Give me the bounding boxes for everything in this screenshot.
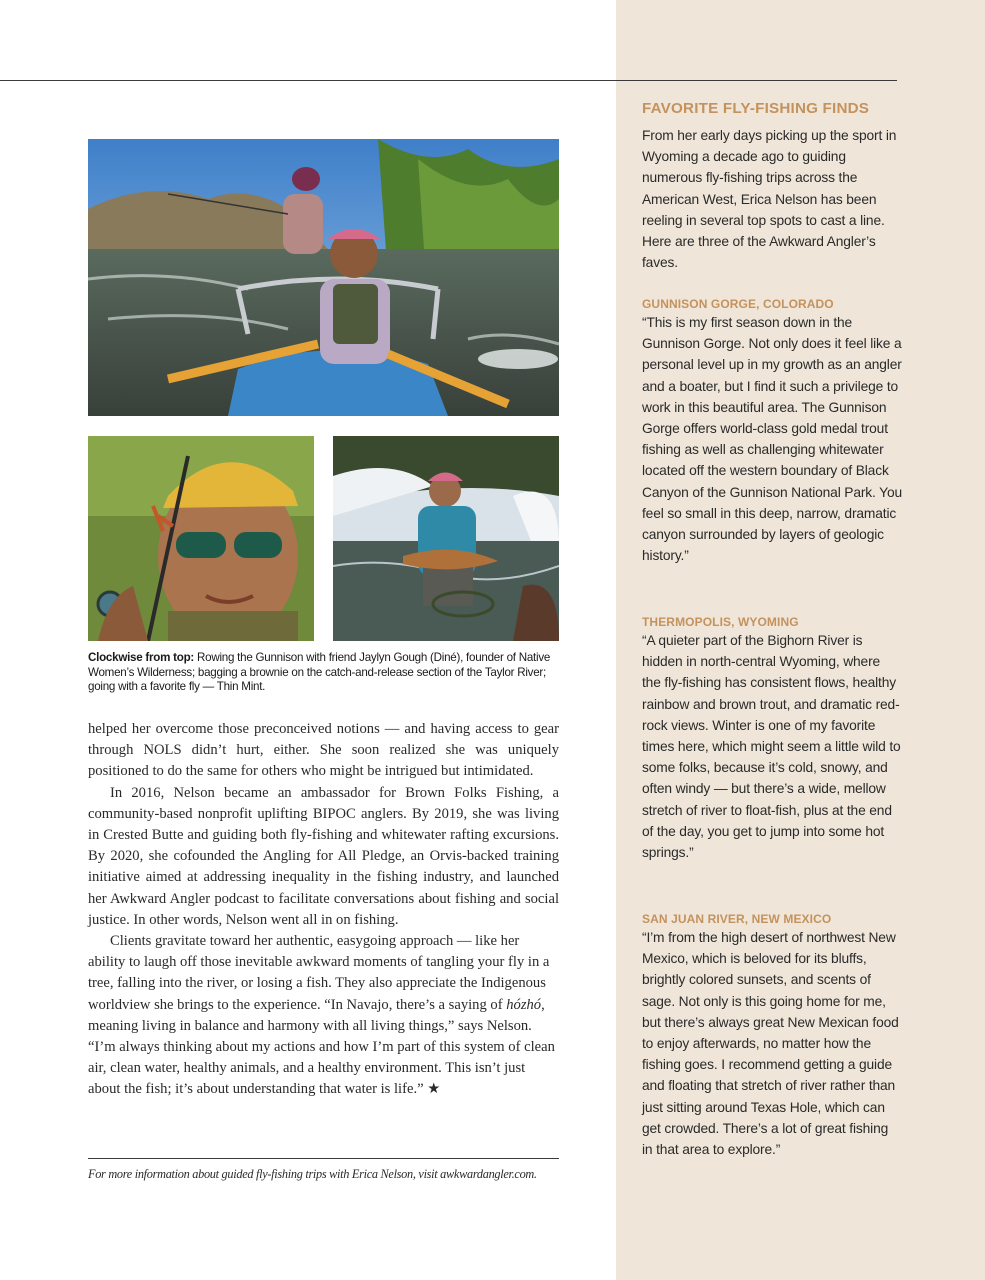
article-paragraph-3-part-a: Clients gravitate toward her authentic, easygoing approach — like her ability to laugh off those inevitable awkward moments of tangling your fly in a tree, falling into the river, or losing a fish. They also appreciate the Indigenous worldview she brings to the experience. “In Navajo, there’s a saying of <box>88 933 550 1013</box>
spot-san-juan <box>642 911 902 1160</box>
article-paragraph-1: helped her overcome those preconceived notions — and having access to gear through NOLS didn’t hurt, either. She soon realized she was uniquely positioned to do the same for others who might be intrigued but intimidated. <box>88 721 559 780</box>
sidebar-intro: From her early days picking up the sport in Wyoming a decade ago to guiding numerous fly-fishing trips across the American West, Erica Nelson has been reeling in several top spots to cast a line. Here are three of the Awkward Angler’s faves. <box>642 128 897 271</box>
caption-text: Rowing the Gunnison with friend Jaylyn Gough (Diné), founder of Native Women’s Wilderness; bagging a brownie on the catch-and-release section of the Taylor River; going with a favorite fly — Thin Mint. <box>88 651 551 693</box>
article-body <box>88 719 559 1101</box>
sidebar-favorite-finds <box>642 99 903 1158</box>
footer-rule <box>88 1158 559 1159</box>
footer-note: For more information about guided fly-fishing trips with Erica Nelson, visit awkwardangler.com. <box>88 1167 537 1181</box>
spot-name: THERMOPOLIS, WYOMING <box>642 615 799 629</box>
navajo-word: hózhó <box>506 996 542 1013</box>
article-paragraph-3-part-b: , meaning living in balance and harmony with all living things,” says Nelson. “I’m always thinking about my actions and how I’m part of this system of clean air, clean water, healthy animals, and a healthy environment. This isn’t just about the fish; it’s about understanding that water is life.” ★ <box>88 996 555 1098</box>
spot-name: GUNNISON GORGE, COLORADO <box>642 297 834 311</box>
spot-text: “This is my first season down in the Gunnison Gorge. Not only does it feel like a personal level up in my growth as an angler and a boater, but I find it such a privilege to work in this beautiful area. The Gunnison Gorge offers world-class gold medal trout fishing as well as challenging whitewater located off the western boundary of Black Canyon of the Gunnison National Park. You feel so small in this deep, narrow, dramatic canyon surrounded by layers of geologic history.” <box>642 315 903 564</box>
photo-favorite-fly <box>88 436 314 641</box>
sidebar-title: FAVORITE FLY-FISHING FINDS <box>642 100 870 117</box>
spot-thermopolis <box>642 614 902 863</box>
caption-lead: Clockwise from top: <box>88 651 195 664</box>
spot-text: “A quieter part of the Bighorn River is hidden in north-central Wyoming, where the fly-fishing has consistent flows, healthy rainbow and brown trout, and dramatic red-rock views. Winter is one of my favorite times here, which might seem a little wild to some folks, because it’s cold, snowy, and often windy — but there’s a wide, mellow stretch of river to float-fish, plus at the end of the day, you get to jump into some hot springs.” <box>642 633 901 861</box>
top-rule <box>0 80 897 81</box>
spot-gunnison <box>642 296 902 566</box>
photo-rafting <box>88 139 559 416</box>
article-paragraph-3 <box>88 931 559 1101</box>
photo-caption <box>88 651 560 695</box>
spot-name: SAN JUAN RIVER, NEW MEXICO <box>642 912 832 926</box>
spot-text: “I’m from the high desert of northwest New Mexico, which is beloved for its bluffs, brightly colored sunsets, and scents of sage. Not only is this going home for me, but there’s always great New Mexican food to enjoy afterwards, no matter how the fishing goes. I recommend getting a guide and floating that stretch of river rather than just sitting around Texas Hole, which can get crowded. There’s a lot of great fishing in that area to explore.” <box>642 930 899 1158</box>
article-paragraph-2: In 2016, Nelson became an ambassador for Brown Folks Fishing, a community-based nonprofit uplifting BIPOC anglers. By 2019, she was living in Crested Butte and guiding both fly-fishing and whitewater rafting excursions. By 2020, she cofounded the Angling for All Pledge, an Orvis-backed training initiative aimed at addressing inequality in the fishing industry, and launched her Awkward Angler podcast to facilitate conversations about fishing and social justice. In other words, Nelson went all in on fishing. <box>88 784 559 928</box>
photo-brown-trout <box>333 436 559 641</box>
